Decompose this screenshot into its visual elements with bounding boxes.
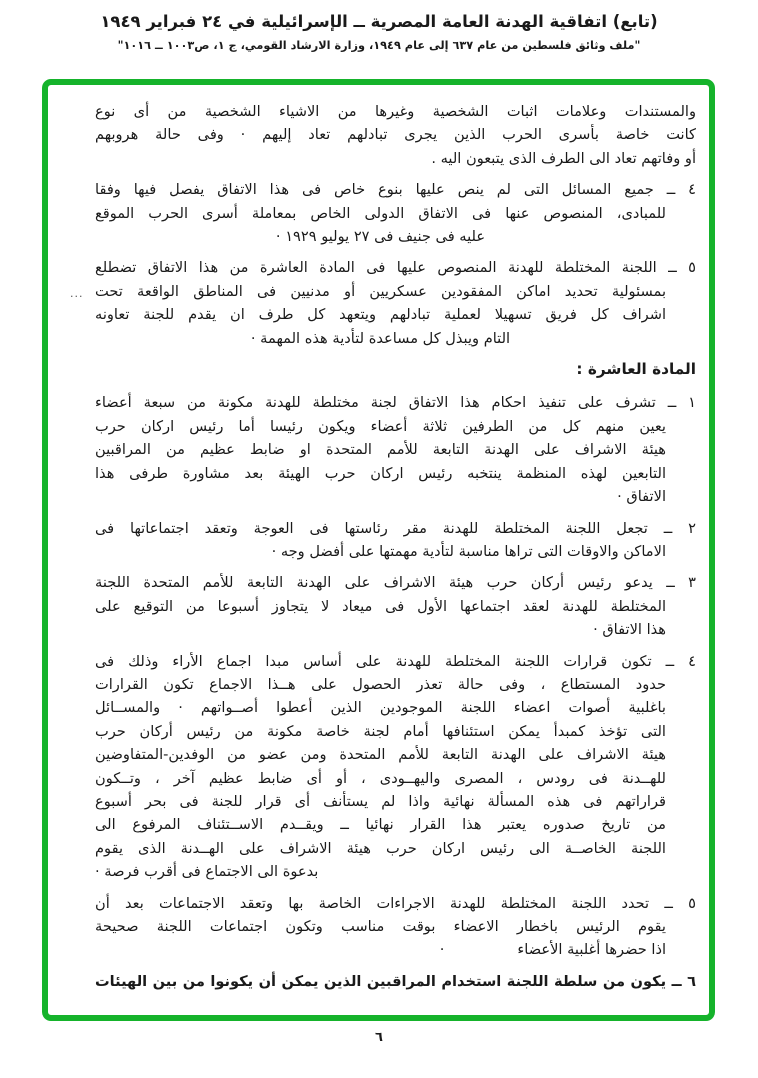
item-5-top [95,256,696,350]
text-line: حدود المستطاع ، وفى حالة تعذر الحصول على هــذا الاجماع تكون القرارات [95,675,666,693]
article-10-item-2 [95,517,696,564]
document-frame [42,79,715,1021]
text-line: للمبادى، المنصوص عنها فى الاتفاق الدولى الخاص بمعاملة أسرى الحرب الموقع [95,204,666,222]
article-10-item-5 [95,892,696,962]
item-number: ٤ ــ [665,652,696,670]
text-line: هيئة الاشراف على الهدنة التابعة للأمم المتحدة او ضابط عظيم من المراقبين [95,441,666,459]
text-line: الاماكن والاوقات التى تراها مناسبة لتأدية مهمتها على أفضل وجه · [271,542,666,560]
item-number: ٢ ــ [663,519,696,537]
item-number: ٥ ــ [668,259,696,277]
page-header [0,12,758,52]
text-line: للهــدنة فى رودس ، المصرى واليهــودى ، أو أى ضابط عظيم آخر ، وتــكون [95,769,666,787]
text-line: المختلطة للهدنة لعقد اجتماعها الأول فى ميعاد لا يتجاوز أسبوعا من التوقيع على [95,597,666,615]
text-line: ٥ ــ اللجنة المختلطة للهدنة المنصوص عليها فى المادة العاشرة من هذا الاتفاق تضطلع [95,259,696,277]
text-line: ٣ ــ يدعو رئيس أركان حرب هيئة الاشراف على الهدنة التابعة للأمم المتحدة اللجنة [95,574,697,592]
text-line: من تاريخ صدوره يعتبر هذا القرار نهائيا ــ ويقــدم الاســتئناف المرفوع الى [95,816,666,834]
text-line: يقوم الرئيس باخطار الاعضاء بوقت مناسب وتكون اجتماعات اللجنة صحيحة [95,918,666,935]
text-line: بدعوة الى الاجتماع فى أقرب فرصة · [95,863,319,881]
text-line: الاتفاق · [617,488,666,506]
article-10-item-4 [95,650,696,884]
article-10-item-6 [95,970,696,993]
text-line: هيئة الاشراف على الهدنة التابعة للأمم المتحدة ومن عضو من الوفدين-المتفاوضين [95,746,666,764]
text-line: هذا الاتفاق · [593,621,666,639]
continuation-paragraph [95,100,696,170]
text-line: ٤ ــ جميع المسائل التى لم ينص عليها بنوع خاص فى هذا الاتفاق يفصل فيها وفقا [95,181,696,199]
item-number: ١ ــ [667,394,696,412]
item-number: ٤ ــ [666,181,696,199]
text-line: اشراف كل فريق تسهيلا لعملية تبادلهم ويتعهد كل طرف ان يقدم للجنة تعاونه [95,306,666,324]
scan-artifact-dots: ... [70,287,84,300]
item-number: ٣ ــ [666,574,697,592]
text-line: بمسئولية تحديد اماكن المفقودين عسكريين أو مدنيين فى المناطق الواقعة تحت [95,282,666,300]
article-10-item-1 [95,391,696,508]
text-line: التى تؤخذ كمبدأ يمكن استئنافها أمام لجنة خاصة مكونة من رئيس أركان حرب [95,722,666,740]
page-number: ٦ [375,1030,383,1045]
text-line: قراراتهم فى هذه المسألة نهائية واذا لم يستأنف أى قرار للجنة فى بحر أسبوع [95,792,666,810]
article-ten-heading: المادة العاشرة : [576,360,696,379]
text-line: التام ويبذل كل مساعدة لتأدية هذه المهمة · [250,329,511,347]
text-line: والمستندات وعلامات اثبات الشخصية وغيرها من الاشياء الشخصية من أى نوع [95,103,696,120]
text-line: عليه فى جنيف فى ٢٧ يوليو ١٩٢٩ · [275,228,486,246]
text-line: التابعين لهذه المنظمة ينتخبه رئيس اركان حرب الهيئة بعد مشاورة طرفى هذا [95,464,666,482]
text-line: كانت خاصة بأسرى الحرب الذين يجرى تبادلهم تعاد إليهم · وفى حالة هروبهم [95,126,696,144]
text-line: باغلبية أصوات اعضاء اللجنة الموجودين الذين أعطوا أصــواتهم · والمســائل [95,699,666,717]
text-line: أو وفاتهم تعاد الى الطرف الذى يتبعون اليه . [431,149,696,167]
text-line: ٢ ــ تجعل اللجنة المختلطة للهدنة مقر رئاستها فى العوجة وتعقد اجتماعاتها فى [95,519,696,537]
article-10-item-3 [95,571,696,641]
document-title: (تابع) اتفاقية الهدنة العامة المصرية ــ الإسرائيلية في ٢٤ فبراير ١٩٤٩ [100,12,658,31]
document-source-citation: "ملف وثائق فلسطين من عام ٦٣٧ إلى عام ١٩٤٩، وزارة الارشاد القومي، ج ١، ص١٠٠٣ ــ ١٠١٦" [117,39,641,52]
text-line: ٥ ــ تحدد اللجنة المختلطة للهدنة الاجراءات الخاصة بها وتعقد الاجتماعات بعد أن [95,894,696,912]
text-line: ٦ ــ يكون من سلطة اللجنة استخدام المراقبين الذين يمكن أن يكونوا من بين الهيئات [95,972,696,990]
document-body [48,85,709,993]
text-line: اللجنة الخاصــة الى رئيس اركان حرب هيئة الاشراف على الهــدنة الذى يقوم [95,839,666,857]
text-line: اذا حضرها أغلبية الأعضاء · [439,941,666,959]
item-4-top [95,178,696,248]
text-line: ٤ ــ تكون قرارات اللجنة المختلطة للهدنة على أساس مبدا اجماع الأراء وذلك فى [95,652,696,670]
item-number: ٥ ــ [664,894,696,912]
text-line: يعين منهم كل من الطرفين ثلاثة أعضاء ويكون رئيسا أما رئيس اركان حرب [95,417,666,435]
item-number: ٦ ــ [671,972,696,990]
text-line: ١ ــ تشرف على تنفيذ احكام هذا الاتفاق لجنة مختلطة للهدنة مكونة من سبعة أعضاء [95,394,696,412]
